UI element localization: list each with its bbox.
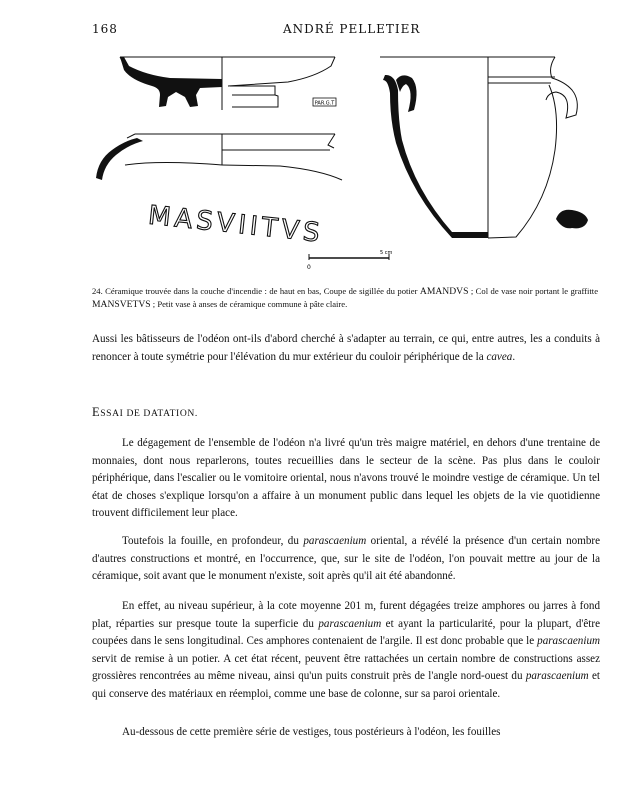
- paragraph-2: Toutefois la fouille, en profondeur, du parascaenium oriental, a révélé la présence d'un certain nombre d'autres constructions et montré, en l'occurrence, que, sur le site de l'odéon, l'on pouvait mettre au jour de la céramique, soit avant que le monument n'existe, soit après qu'il ait été abandonné.: [92, 535, 600, 583]
- section-title: ESSAI DE DATATION.: [92, 405, 198, 419]
- intro-paragraph: Aussi les bâtisseurs de l'odéon ont-ils d'abord cherché à s'adapter au terrain, ce qui, entre autres, les a conduits à renoncer à toute symétrie pour l'élévation du mur extérieur du couloir périphérique de la cavea.: [92, 333, 600, 363]
- graffito-inscription: MASVIITVS: [146, 200, 325, 249]
- page-number: 168: [92, 22, 118, 36]
- scale-bar: [307, 250, 393, 271]
- jar-section: [383, 75, 488, 238]
- svg-text:5 cm: 5 cm: [380, 250, 393, 256]
- svg-text:PAR.G.T: PAR.G.T: [314, 100, 335, 107]
- vase-neck-section: [96, 138, 143, 180]
- running-head: ANDRÉ PELLETIER: [283, 22, 421, 36]
- ceramics-figure: [0, 0, 617, 300]
- bowl-section: [120, 57, 222, 107]
- paragraph-3: En effet, au niveau supérieur, à la cote moyenne 201 m, furent dégagées treize amphores ou jarres à fond plat, réparties sur presque toute la superficie du parascaenium et ayant la particularité, pour la plupart, d'être coupées dans le sens longitudinal. Ces amphores contenaient de l'argile. Il est donc probable que le parascaenium servit de remise à un potier. A cet état récent, peuvent être rattachées un certain nombre de constructions assez grossières rencontrées au même niveau, ainsi qu'un puits construit près de l'angle nord-ouest du parascaenium et qui conserve des matériaux en réemploi, comme une base de colonne, sur sa paroi orientale.: [92, 600, 600, 700]
- figure-caption: 24. Céramique trouvée dans la couche d'incendie : de haut en bas, Coupe de sigillée du potier AMANDVS ; Col de vase noir portant le graffitte MANSVETVS ; Petit vase à anses de céramique commune à pâte claire.: [92, 286, 599, 310]
- paragraph-1: Le dégagement de l'ensemble de l'odéon n'a livré qu'un très maigre matériel, en dehors d'une trentaine de monnaies, dont nous reparlerons, toutes recueillies dans le secteur de la scène. Pas plus dans le couloir périphérique, dans l'escalier ou le vomitoire oriental, nous n'avons trouvé le moindre vestige de céramique. Un tel état de choses s'explique lorsqu'on a affaire à un monument public dans lequel les objets de la vie quotidienne trouvent difficilement leur place.: [92, 437, 600, 520]
- jar-handle-left: [396, 75, 417, 112]
- drawing-stamp: [313, 98, 336, 107]
- svg-text:0: 0: [307, 264, 311, 271]
- jar-handle-section: [556, 210, 588, 229]
- paragraph-4: Au-dessous de cette première série de vestiges, tous postérieurs à l'odéon, les fouilles: [122, 726, 501, 738]
- vase-neck-drawing: [125, 134, 342, 180]
